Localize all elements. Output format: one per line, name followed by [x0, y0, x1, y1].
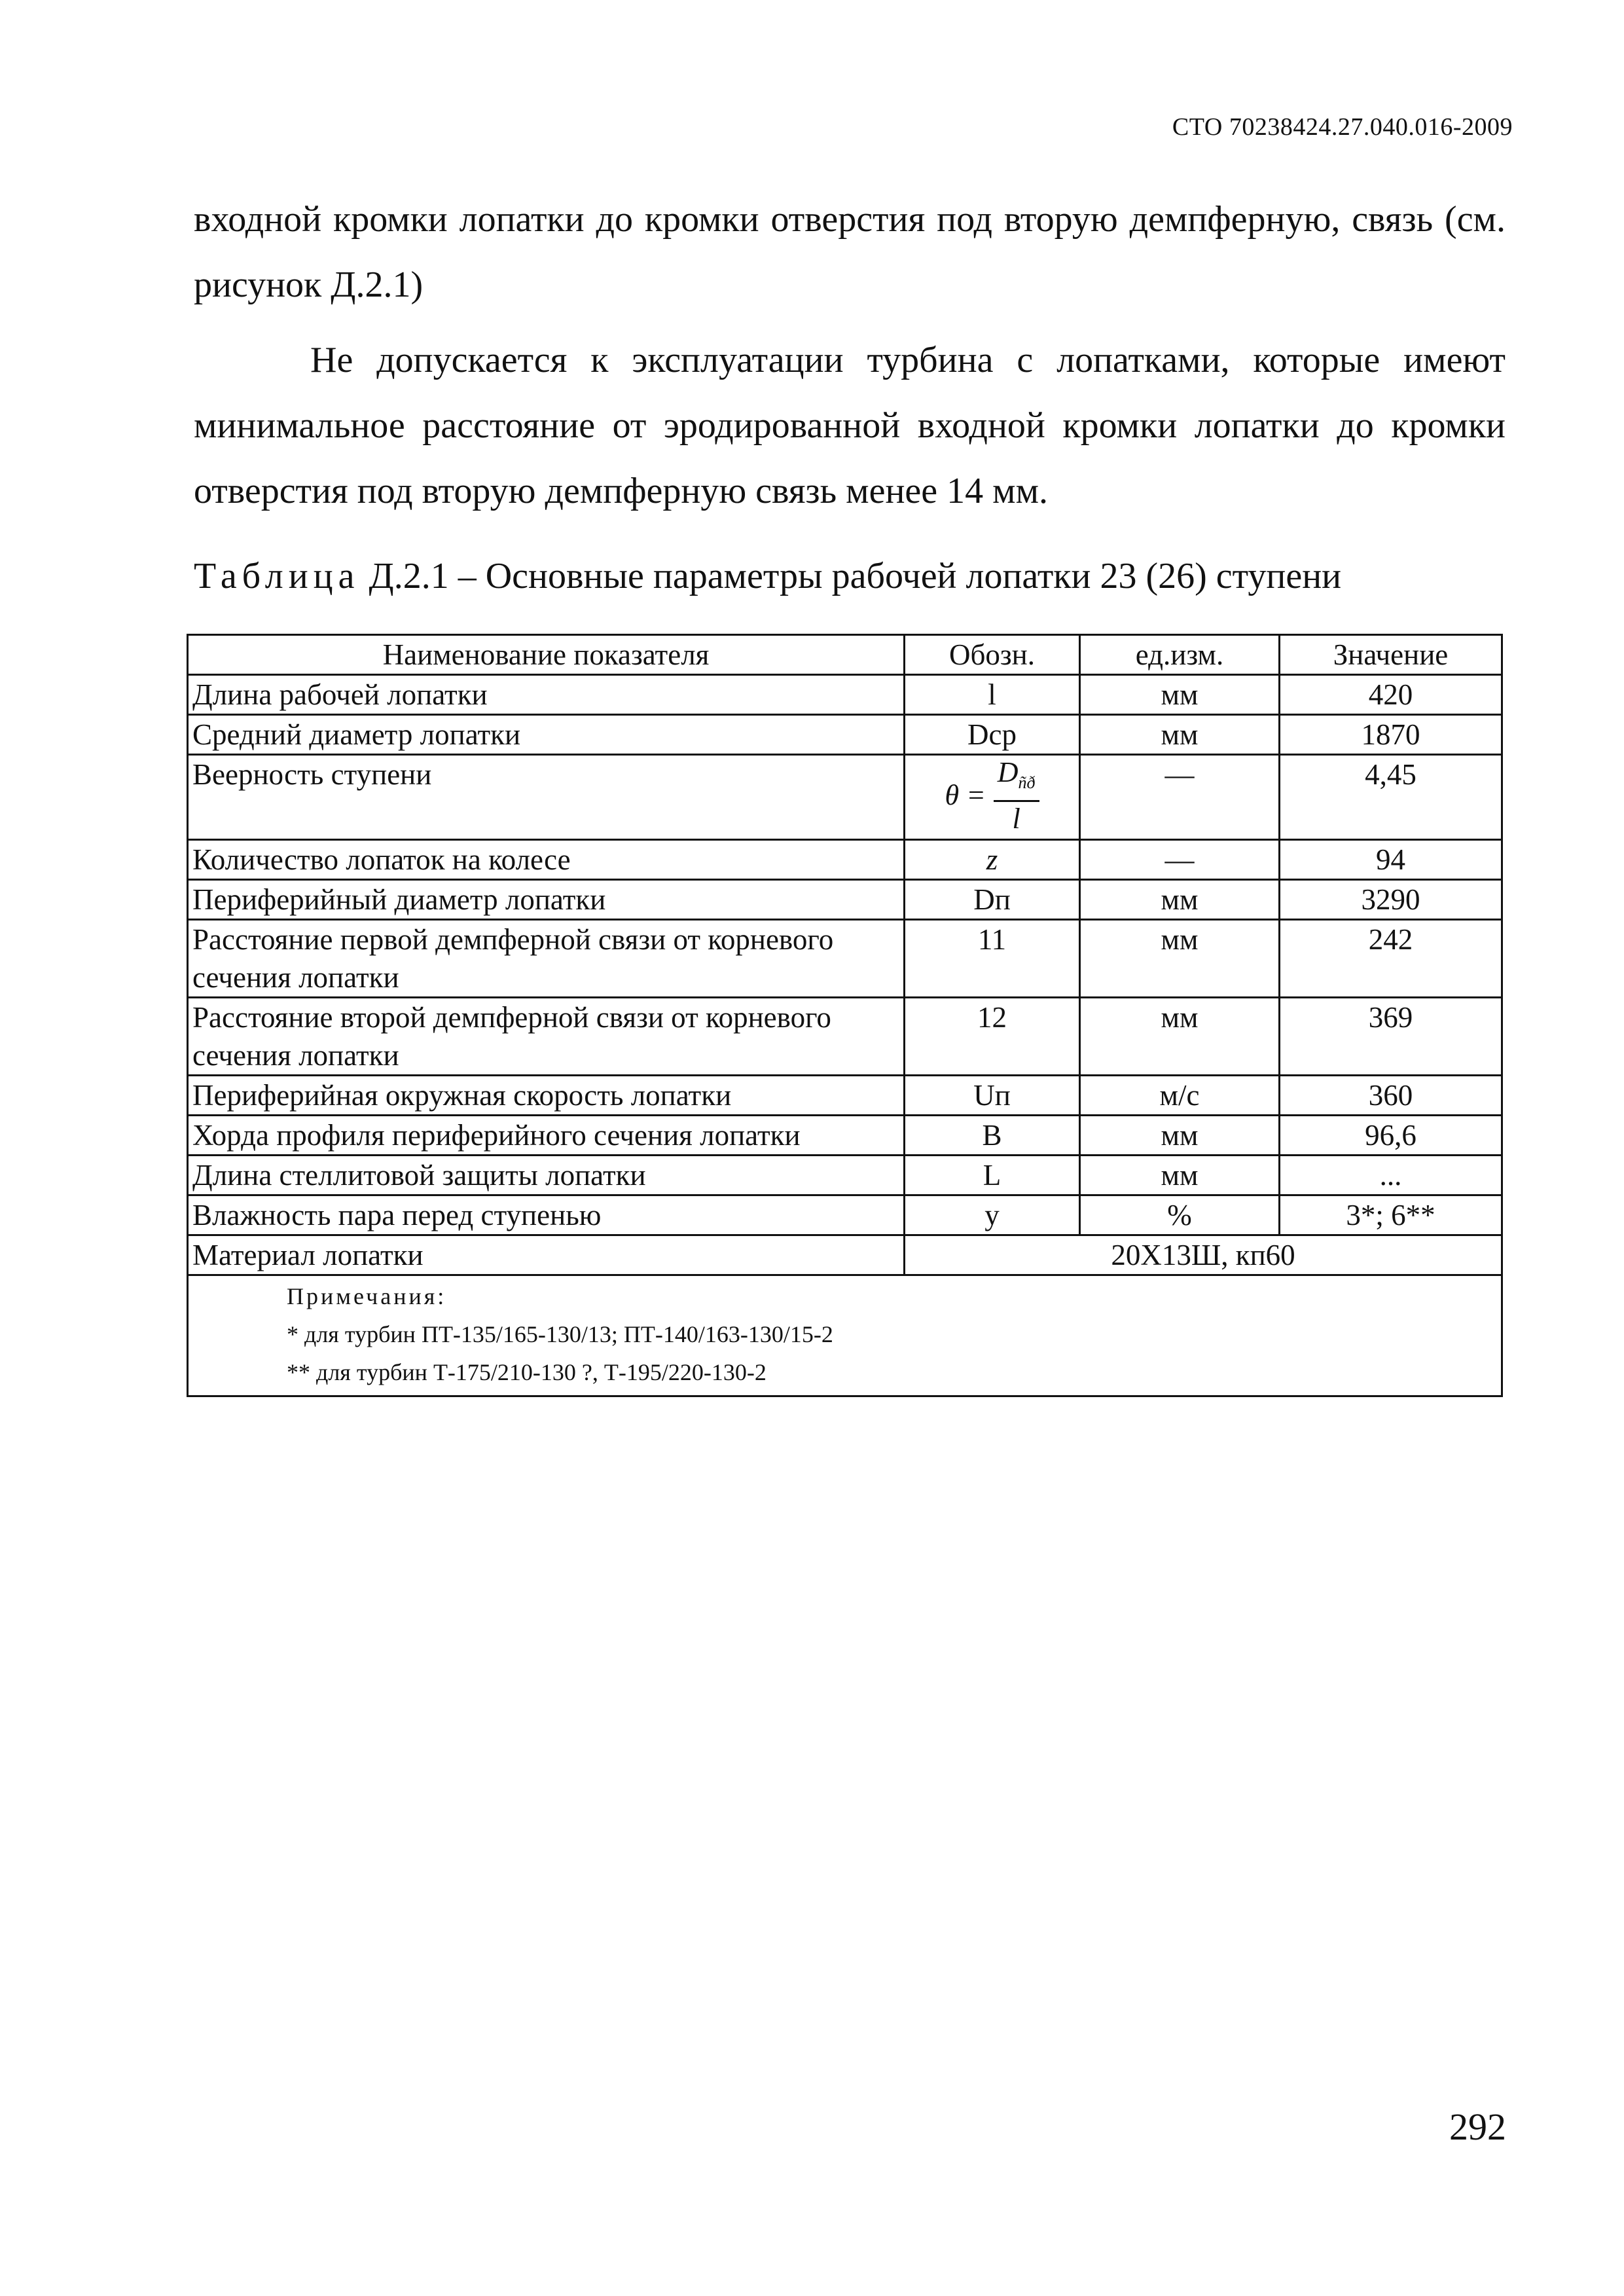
table-notes [188, 1275, 1502, 1396]
header-unit: ед.изм. [1080, 635, 1280, 675]
note-line-1: * для турбин ПТ-135/165-130/13; ПТ-140/163-130/15-2 [287, 1321, 833, 1347]
paragraph-continuation: входной кромки лопатки до кромки отверстия под вторую демпферную, связь (см. рисунок Д.2.1) [194, 199, 1506, 305]
param-unit: мм [1080, 880, 1280, 920]
param-value: 3*; 6** [1280, 1195, 1502, 1235]
param-name: Расстояние первой демпферной связи от корневого сечения лопатки [188, 920, 905, 998]
param-name: Периферийная окружная скорость лопатки [188, 1076, 905, 1116]
table-row [188, 1156, 1502, 1195]
param-name: Количество лопаток на колесе [188, 840, 905, 880]
formula-num-letter: D [997, 756, 1019, 788]
note-line-2: ** для турбин Т-175/210-130 ?, Т-195/220-130-2 [287, 1359, 767, 1385]
notes-row [188, 1275, 1502, 1396]
param-value: 1870 [1280, 715, 1502, 755]
param-name: Длина стеллитовой защиты лопатки [188, 1156, 905, 1195]
header-symbol: Обозн. [905, 635, 1080, 675]
table-caption [194, 543, 1341, 609]
param-symbol: L [905, 1156, 1080, 1195]
param-unit: — [1080, 755, 1280, 840]
param-value: 4,45 [1280, 755, 1502, 840]
param-name: Длина рабочей лопатки [188, 675, 905, 715]
table-caption-text: Д.2.1 – Основные параметры рабочей лопатки 23 (26) ступени [369, 556, 1342, 596]
param-value: 360 [1280, 1076, 1502, 1116]
table-header-row [188, 635, 1502, 675]
param-symbol-formula [905, 755, 1080, 840]
param-name: Хорда профиля периферийного сечения лопатки [188, 1116, 905, 1156]
param-unit: % [1080, 1195, 1280, 1235]
fan-ratio-formula [945, 758, 1039, 833]
table-row [188, 998, 1502, 1076]
param-symbol: l [905, 675, 1080, 715]
param-value: 96,6 [1280, 1116, 1502, 1156]
table-row [188, 1076, 1502, 1116]
table-caption-label: Таблица [194, 556, 360, 596]
param-name: Веерность ступени [188, 755, 905, 840]
table-row [188, 755, 1502, 840]
param-name: Влажность пара перед ступенью [188, 1195, 905, 1235]
param-unit: мм [1080, 715, 1280, 755]
param-symbol: 12 [905, 998, 1080, 1076]
table-row [188, 880, 1502, 920]
material-label: Материал лопатки [188, 1235, 905, 1275]
table-row [188, 840, 1502, 880]
param-name: Расстояние второй демпферной связи от корневого сечения лопатки [188, 998, 905, 1076]
param-symbol: B [905, 1116, 1080, 1156]
document-code: СТО 70238424.27.040.016-2009 [1172, 113, 1513, 141]
param-symbol: 11 [905, 920, 1080, 998]
notes-title: Примечания: [287, 1283, 447, 1309]
param-unit: м/с [1080, 1076, 1280, 1116]
table-row [188, 1195, 1502, 1235]
formula-denominator: l [1012, 802, 1020, 835]
table-row [188, 675, 1502, 715]
param-unit: мм [1080, 998, 1280, 1076]
param-symbol: Dп [905, 880, 1080, 920]
table-row [188, 920, 1502, 998]
param-symbol: y [905, 1195, 1080, 1235]
blade-parameters-table [187, 634, 1503, 1397]
param-symbol: Dср [905, 715, 1080, 755]
material-row [188, 1235, 1502, 1275]
param-unit: мм [1080, 675, 1280, 715]
param-name: Средний диаметр лопатки [188, 715, 905, 755]
param-unit: мм [1080, 920, 1280, 998]
table-row [188, 1116, 1502, 1156]
param-value: ... [1280, 1156, 1502, 1195]
param-value: 94 [1280, 840, 1502, 880]
param-unit: — [1080, 840, 1280, 880]
param-name: Периферийный диаметр лопатки [188, 880, 905, 920]
formula-lhs: θ = [945, 779, 986, 812]
formula-num-subscript: ñð [1018, 773, 1036, 792]
formula-numerator [994, 758, 1039, 802]
param-symbol: Uп [905, 1076, 1080, 1116]
param-value: 3290 [1280, 880, 1502, 920]
param-value: 420 [1280, 675, 1502, 715]
param-unit: мм [1080, 1116, 1280, 1156]
param-value: 242 [1280, 920, 1502, 998]
param-value: 369 [1280, 998, 1502, 1076]
param-symbol: z [905, 840, 1080, 880]
header-name: Наименование показателя [188, 635, 905, 675]
header-value: Значение [1280, 635, 1502, 675]
page-number: 292 [1449, 2105, 1506, 2148]
paragraph-restriction: Не допускается к эксплуатации турбина с лопатками, которые имеют минимальное расстояние от эродированной входной кромки лопатки до кромки отверстия под вторую демпферную связь менее 14 мм. [194, 340, 1506, 511]
table-row [188, 715, 1502, 755]
material-value: 20Х13Ш, кп60 [905, 1235, 1502, 1275]
param-unit: мм [1080, 1156, 1280, 1195]
